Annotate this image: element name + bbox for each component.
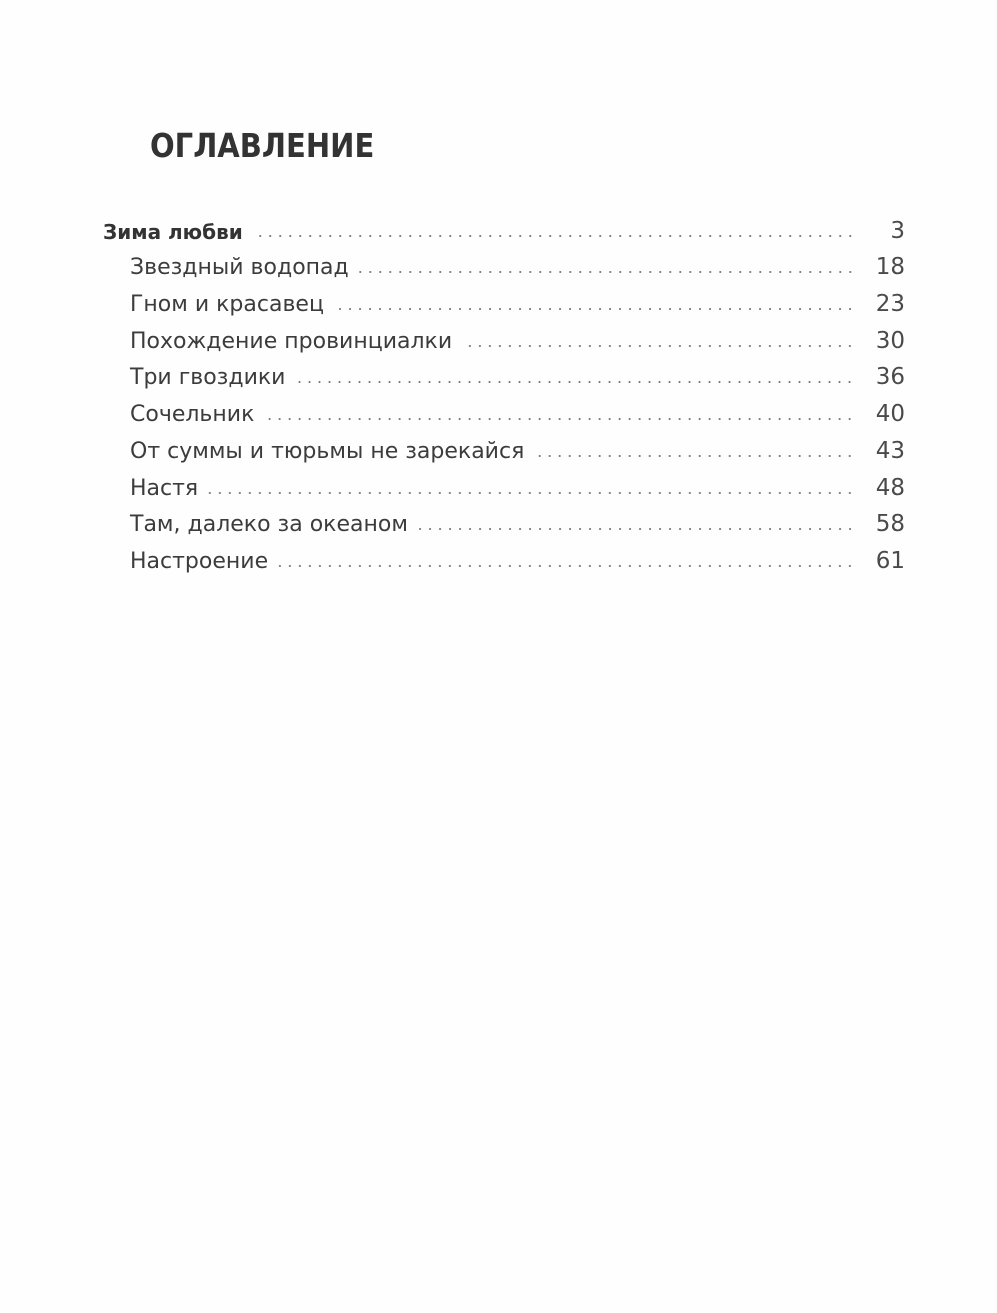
dot-leader (264, 418, 855, 420)
toc-entry (130, 391, 905, 427)
page-title: ОГЛАВЛЕНИЕ (150, 126, 375, 165)
toc-entry-label: Сочельник (130, 402, 255, 427)
dot-leader (295, 381, 855, 383)
dot-leader (359, 271, 855, 273)
toc-entry-label: Три гвоздики (130, 365, 286, 390)
toc-entry-page: 3 (890, 218, 905, 244)
toc-entry-label: Настя (130, 476, 199, 501)
dot-leader (534, 455, 855, 457)
toc-entry-page: 36 (875, 364, 905, 390)
toc-entry (130, 465, 905, 501)
dot-leader (462, 345, 855, 347)
toc-entry (130, 244, 905, 280)
toc-entry-label: Звездный водопад (130, 255, 349, 280)
dot-leader (334, 308, 855, 310)
toc-entry-page: 43 (875, 438, 905, 464)
toc-entry-page: 30 (875, 328, 905, 354)
dot-leader (278, 565, 855, 567)
toc-entry-label: Гном и красавец (130, 292, 324, 317)
dot-leader (253, 235, 855, 237)
toc-entry-page: 58 (875, 511, 905, 537)
toc-entry-page: 18 (875, 254, 905, 280)
toc-entry-label: Похождение провинциалки (130, 329, 453, 354)
toc-entry-label: Зима любви (103, 220, 243, 244)
toc-entry-label: Там, далеко за океаном (130, 512, 408, 537)
toc-entry-section (103, 208, 905, 244)
toc-entry (130, 428, 905, 464)
toc-entry-page: 40 (875, 401, 905, 427)
toc-entry (130, 501, 905, 537)
dot-leader (418, 528, 855, 530)
toc-entry-page: 23 (875, 291, 905, 317)
toc-entry-page: 61 (875, 548, 905, 574)
toc-entry-label: Настроение (130, 549, 269, 574)
toc-entry-label: От суммы и тюрьмы не зарекайся (130, 439, 525, 464)
toc-entry (130, 354, 905, 390)
dot-leader (208, 492, 855, 494)
toc-entry (130, 538, 905, 574)
toc-entry (130, 318, 905, 354)
toc-entry (130, 281, 905, 317)
toc-entry-page: 48 (875, 475, 905, 501)
